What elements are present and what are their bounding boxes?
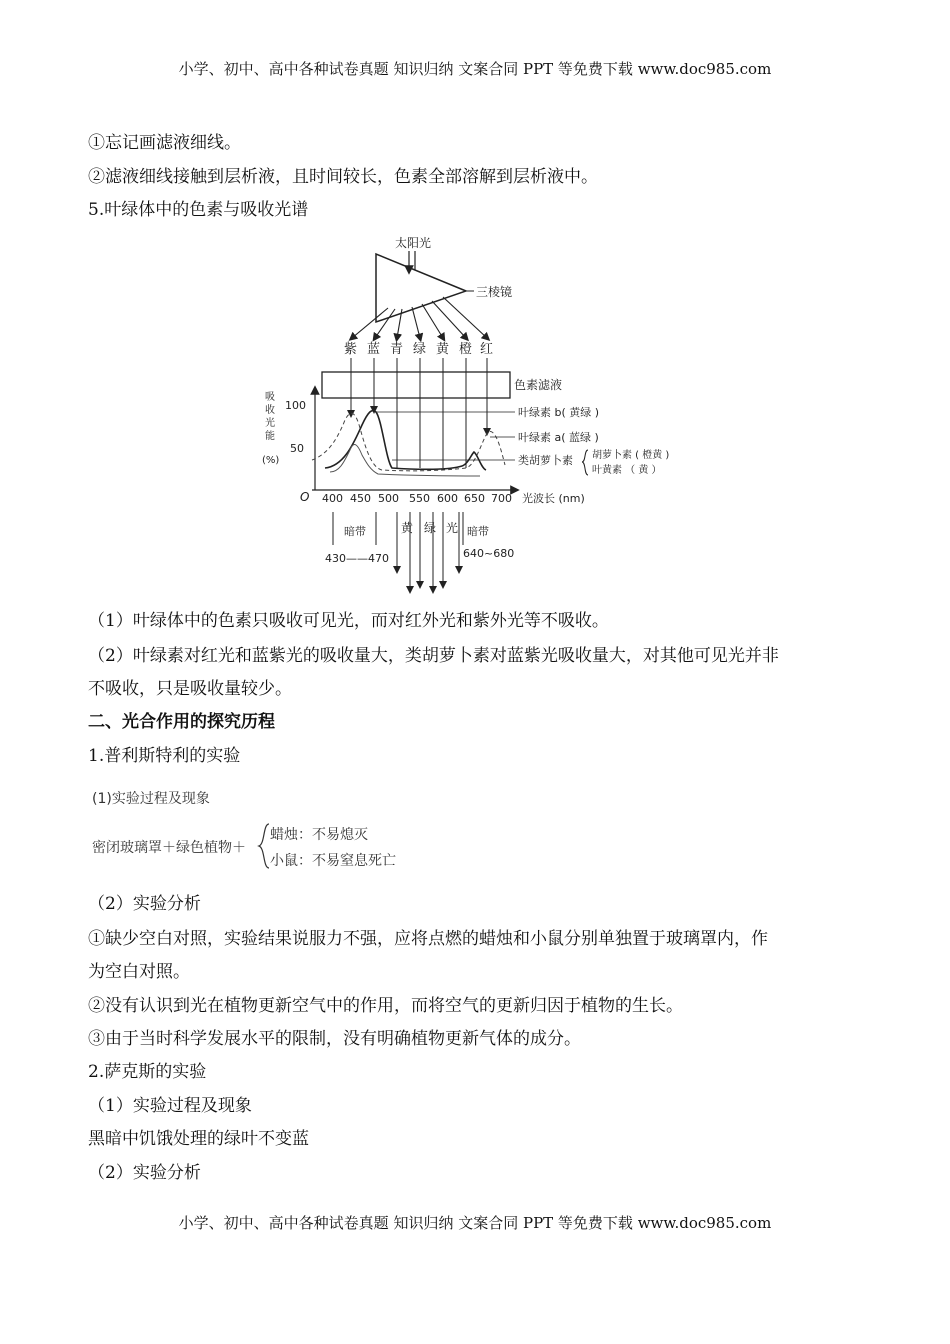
legend-chlorophyll-b: 叶绿素 b( 黄绿 ) (518, 406, 600, 419)
priestley-mouse: 小鼠：不易窒息死亡 (270, 853, 396, 869)
color-label: 青 (390, 342, 404, 357)
x-tick: 600 (437, 492, 458, 505)
origin-label: O (300, 490, 310, 504)
color-label: 紫 (344, 342, 358, 357)
x-tick: 550 (409, 492, 430, 505)
pass-label: 黄 (401, 521, 414, 535)
color-label: 蓝 (367, 342, 381, 357)
y-tick: 50 (290, 442, 304, 455)
y-label-char: (%) (262, 455, 280, 466)
color-label: 红 (480, 342, 494, 357)
priestley-candle: 蜡烛：不易熄灭 (270, 827, 368, 843)
color-label: 橙 (459, 342, 473, 357)
dispersion-rays (352, 297, 487, 338)
section-heading: 1.普利斯特利的实验 (88, 746, 241, 766)
text-line: ②没有认识到光在植物更新空气中的作用，而将空气的更新归因于植物的生长。 (88, 996, 683, 1016)
filter-rays (351, 358, 487, 468)
chlorophyll-b-curve (312, 413, 505, 471)
filter-box (322, 372, 510, 398)
dark-band-2-range: 640~680 (463, 547, 515, 560)
text-line: ③由于当时科学发展水平的限制，没有明确植物更新气体的成分。 (88, 1029, 581, 1049)
sunlight-label: 太阳光 (395, 236, 432, 250)
x-ticks (322, 492, 512, 505)
text-line: ②滤液细线接触到层析液，且时间较长，色素全部溶解到层析液中。 (88, 167, 598, 187)
dark-band-1-label: 暗带 (344, 525, 366, 538)
priestley-left: 密闭玻璃罩＋绿色植物＋ (92, 840, 246, 856)
x-tick: 700 (491, 492, 512, 505)
text-line: （1）叶绿体中的色素只吸收可见光，而对红外光和紫外光等不吸收。 (88, 611, 609, 631)
x-tick: 650 (464, 492, 485, 505)
x-tick: 400 (322, 492, 343, 505)
text-line: （2）实验分析 (88, 894, 201, 914)
y-label-char: 能 (265, 431, 275, 442)
page-footer: 小学、初中、高中各种试卷真题 知识归纳 文案合同 PPT 等免费下载 www.doc985.com (178, 1214, 772, 1232)
page-header: 小学、初中、高中各种试卷真题 知识归纳 文案合同 PPT 等免费下载 www.doc985.com (178, 60, 772, 78)
dark-band-2-label: 暗带 (467, 525, 489, 538)
y-label-char: 收 (265, 405, 275, 416)
x-axis-label: 光波长 (nm) (522, 492, 585, 505)
y-label-char: 光 (265, 418, 275, 429)
text-line: ①缺少空白对照，实验结果说服力不强，应将点燃的蜡烛和小鼠分别单独置于玻璃罩内，作 (88, 929, 768, 949)
priestley-brace (257, 822, 271, 870)
legend-carotenoid: 类胡萝卜素 (518, 454, 573, 467)
legend-brace (582, 450, 588, 475)
text-line: 不吸收，只是吸收量较少。 (88, 679, 292, 699)
pass-label: 光 (446, 521, 459, 535)
y-tick: 100 (285, 399, 306, 412)
x-tick: 500 (378, 492, 399, 505)
color-label: 黄 (436, 342, 450, 357)
prism-label: 三棱镜 (476, 285, 513, 299)
pass-label: 绿 (424, 521, 437, 535)
dark-band-1-range: 430——470 (325, 552, 389, 565)
priestley-figure-title: (1)实验过程及现象 (92, 791, 210, 807)
text-line: （2）叶绿素对红光和蓝紫光的吸收量大，类胡萝卜素对蓝紫光吸收量大，对其他可见光并非 (88, 646, 779, 666)
legend-carotene: 胡萝卜素 ( 橙黄 ) (592, 450, 670, 461)
section-heading: 二、光合作用的探究历程 (88, 712, 275, 732)
text-line: 为空白对照。 (88, 962, 190, 982)
x-tick: 450 (350, 492, 371, 505)
legend-xanthophyll: 叶黄素 （ 黄 ） (592, 465, 662, 476)
section-heading: 5.叶绿体中的色素与吸收光谱 (88, 200, 309, 220)
y-label-char: 吸 (265, 392, 275, 403)
chlorophyll-a-curve (325, 411, 486, 470)
text-line: （2）实验分析 (88, 1163, 201, 1183)
absorption-spectrum-diagram (255, 228, 705, 598)
color-label: 绿 (413, 342, 427, 357)
text-line: ①忘记画滤液细线。 (88, 133, 241, 153)
section-heading: 2.萨克斯的实验 (88, 1062, 207, 1082)
legend-chlorophyll-a: 叶绿素 a( 蓝绿 ) (518, 431, 599, 444)
text-line: （1）实验过程及现象 (88, 1096, 252, 1116)
text-line: 黑暗中饥饿处理的绿叶不变蓝 (88, 1129, 309, 1149)
prism-shape (376, 254, 466, 322)
filter-label: 色素滤液 (514, 378, 563, 392)
